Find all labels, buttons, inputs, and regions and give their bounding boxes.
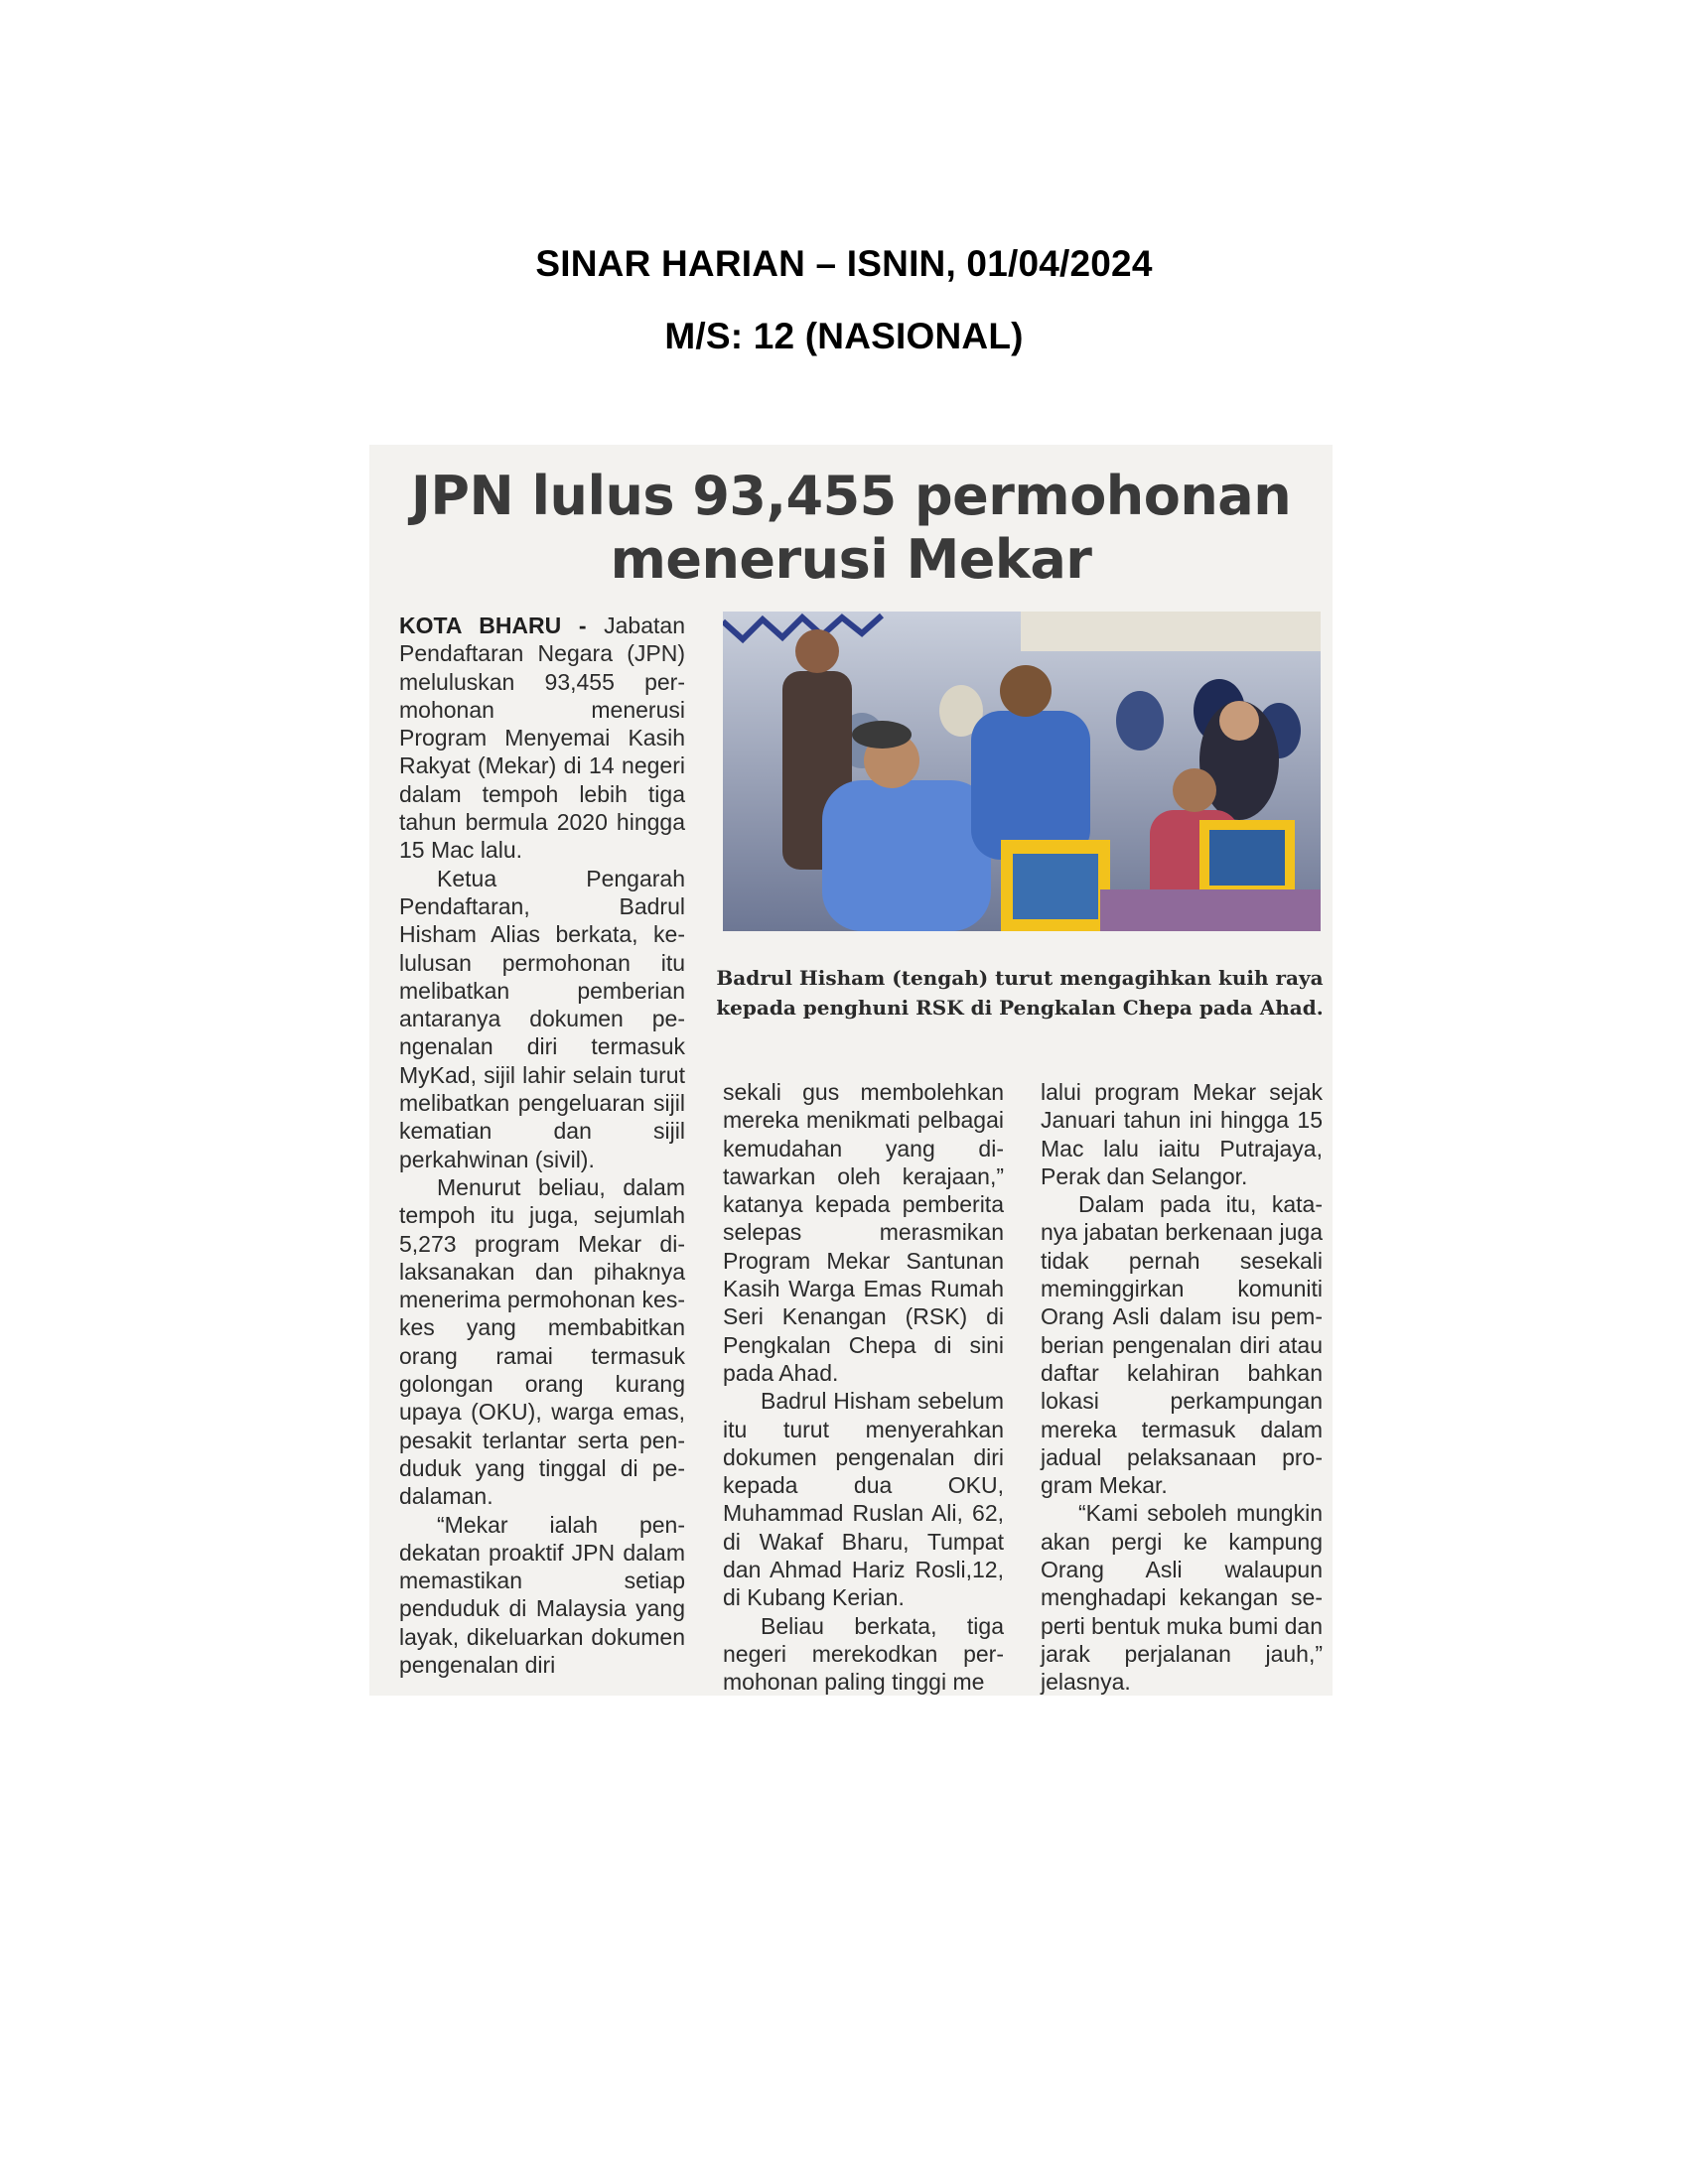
newspaper-clipping [369,445,1333,1696]
publication-date-header: SINAR HARIAN – ISNIN, 01/04/2024 [535,243,1153,284]
article-headline [369,465,1333,592]
article-paragraph: Dalam pada itu, katanya jabatan berkenaan juga tidak pernah sesekali meminggirkan komuniti Orang Asli dalam isu pemberian pengenalan diri atau daftar kelahiran bahkan lokasi perkampungan mereka termasuk dalam jadual pelaksanaan program Mekar. [1041,1191,1323,1499]
article-column-2 [723,1078,1004,1697]
article-column-3 [1041,1078,1323,1697]
page-section-header: M/S: 12 (NASIONAL) [664,316,1024,356]
article-photo [723,612,1321,931]
paragraph-text: Jabatan Pendaftaran Negara (JPN) meluluskan 93,455 permohonan menerusi Program Menyemai Kasih Rakyat (Mekar) di 14 negeri dalam tempoh lebih tiga tahun bermula 2020 hingga 15 Mac lalu. [399,613,685,864]
photo-illustration [723,612,1321,931]
photo-caption [707,963,1333,1023]
article-paragraph [399,612,685,865]
caption-line-1: Badrul Hisham (tengah) turut mengagihkan kuih raya [716,966,1324,990]
article-paragraph: “Kami seboleh mungkin akan pergi ke kampung Orang Asli walaupun menghadapi kekangan seperti bentuk muka bumi dan jarak perjalanan jauh,” jelasnya. [1041,1500,1323,1696]
headline-line-1: JPN lulus 93,455 permohonan [410,465,1292,527]
caption-line-2: kepada penghuni RSK di Pengkalan Chepa pada Ahad. [716,996,1324,1020]
article-paragraph: Ketua Pengarah Pendaftaran, Badrul Hisham Alias berkata, kelulusan permohonan itu melibatkan pemberian antaranya dokumen pengenalan diri termasuk MyKad, sijil lahir selain turut melibatkan pengeluaran sijil kematian dan sijil perkahwinan (sivil). [399,865,685,1172]
article-paragraph: Beliau berkata, tiga negeri merekodkan permohonan paling tinggi me [723,1612,1004,1696]
article-paragraph: Badrul Hisham sebelum itu turut menyerahkan dokumen pengenalan diri kepada dua OKU, Muhammad Ruslan Ali, 62, di Wakaf Bharu, Tumpat dan Ahmad Hariz Rosli,12, di Kubang Kerian. [723,1388,1004,1611]
article-paragraph: lalui program Mekar sejak Januari tahun ini hingga 15 Mac lalu iaitu Putrajaya, Perak dan Selangor. [1041,1079,1323,1189]
article-paragraph: sekali gus membolehkan mereka menikmati pelbagai kemudahan yang ditawarkan oleh kerajaan,” katanya kepada pemberita selepas merasmikan Program Mekar Santunan Kasih Warga Emas Rumah Seri Kenangan (RSK) di Pengkalan Chepa di sini pada Ahad. [723,1079,1004,1386]
headline-line-2: menerusi Mekar [610,528,1092,591]
article-paragraph: Menurut beliau, dalam tempoh itu juga, sejumlah 5,273 program Mekar dilaksanakan dan pihaknya menerima permohonan kes-kes yang membabitkan orang ramai termasuk golongan orang kurang upaya (OKU), warga emas, pesakit terlantar serta penduduk yang tinggal di pedalaman. [399,1173,685,1510]
article-paragraph: “Mekar ialah pendekatan proaktif JPN dalam memastikan setiap penduduk di Malaysia yang layak, dikeluarkan dokumen pengenalan diri [399,1511,685,1678]
article-column-1 [399,612,685,1679]
dateline: KOTA BHARU - [399,613,587,638]
